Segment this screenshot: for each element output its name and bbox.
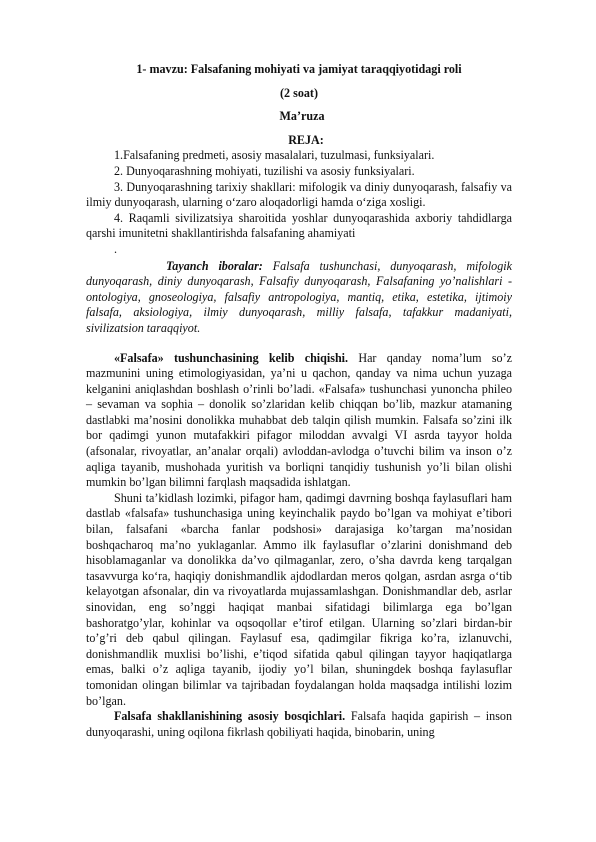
section1-paragraph xyxy=(86,351,512,491)
plan-item: 2. Dunyoqarashning mohiyati, tuzilishi va asosiy funksiyalari. xyxy=(114,163,415,178)
keywords-paragraph xyxy=(86,259,512,337)
plan-item: 3. Dunyoqarashning tarixiy shakllari: mifologik va diniy dunyoqarash, falsafiy va ilmiy dunyoqarash, ularning o‘zaro aloqadorligi hamda o‘ziga xosligi. xyxy=(86,179,512,210)
keywords-text: Falsafa tushunchasi, dunyoqarash, mifologik dunyoqarash, diniy dunyoqarash, Falsafiy dunyoqarash, Falsafaning yo’nalishlari - ontologiya, gnoseologiya, falsafiy antropologiya, mantiq, etika, estetika, ijtimoiy falsafa, aksiologiya, ilmiy dunyoqarash, milliy falsafa, tafakkur madaniyati, sivilizatsion taraqqiyot. xyxy=(86,258,513,335)
plan-heading: REJA: xyxy=(288,132,324,147)
keywords-label: Tayanch iboralar: xyxy=(166,258,263,273)
lecture-label: Ma’ruza xyxy=(279,109,325,124)
paragraph-2: Shuni ta’kidlash lozimki, pifagor ham, qadimgi davrning boshqa faylasuflari ham dastlab «falsafa» tushunchasiga uning keyinchalik paydo bo’lgan va mohiyat e’tibori bilan, falsafani «barcha fanlar podshosi» darajasiga ko’targan ma’nosidan boshqacharoq ma’no yuklaganlar. Ammo ilk faylasuflar o’zlarini donishmand deb hisoblamaganlar va donolikka da’vo qilmaganlar, zero, o’sha davrda keng tarqalgan tasavvurga ko‘ra, haqiqiy donishmandlik ajdodlardan meros qolgan, asrdan asrga o‘tib kelayotgan afsonalar, din va rivoyatlarda mujassamlashgan. Donishmandlar deb, asrlar sinovidan, eng so’nggi haqiqat manbai sifatidagi bilimlarga ega bo’lgan bashoratgo’ylar, kohinlar va oqsoqollar e’tirof etilgan. Ularning so’zlari birdan-bir to’g’ri deb qabul qilingan. Faylasuf esa, qadimgilar fikriga ko’ra, izlanuvchi, donishmandlik muxlisi bo’lishi, e’tiqod sifatida qabul qilingan tayyor haqiqatlarga emas, balki o’z aqliga tayanib, ijodiy yo’l bilan, shuningdek boshqa faylasuflar tomonidan olingan bilimlar va tajribadan foydalangan holda maqsadga intilishi lozim bo’lgan. xyxy=(86,490,512,708)
section1-heading: «Falsafa» tushunchasining kelib chiqishi. xyxy=(114,350,349,365)
plan-list xyxy=(86,148,512,257)
plan-item: 4. Raqamli sivilizatsiya sharoitida yoshlar dunyoqarashida axboriy tahdidlarga qarshi imunitetni shakllantirishda falsafaning ahamiyati xyxy=(86,210,512,241)
plan-item: 1.Falsafaning predmeti, asosiy masalalari, tuzulmasi, funksiyalari. xyxy=(114,148,435,163)
section2-paragraph xyxy=(86,709,512,740)
lecture-hours: (2 soat) xyxy=(280,85,318,100)
lecture-title: 1- mavzu: Falsafaning mohiyati va jamiyat taraqqiyotidagi roli xyxy=(136,62,462,76)
spacer xyxy=(86,337,512,351)
section1-text: Har qanday noma’lum so’z mazmunini uning etimologiyasidan, ya’ni u qachon, qanday va nima uchun yuzaga kelganini aniqlashdan boshlash o’rinli bo’ladi. «Falsafa» tushunchasi yunoncha phileo – sevaman va sophia – donolik so’zlaridan kelib chiqqan bo’lib, mazkur atamaning dastlabki ma’nosini donolikka muhabbat deb talqin qilish mumkin. Falsafa so’zini ilk bor qadimgi yunon mutafakkiri pifagor miloddan avvalgi VI asrda tayyor holda (afsonalar, rivoyatlar, an’analar orqali) avloddan-avlodga o’tuvchi bilim va inson o’z aqliga tayanib, mushohada yuritish va borliqni tanqidiy tushunish yo’li bilan olishi mumkin bo’lgan bilimni farqlash maqsadida ishlatgan. xyxy=(86,350,512,490)
plan-dot: . xyxy=(114,241,118,256)
section2-heading: Falsafa shakllanishining asosiy bosqichlari. xyxy=(114,709,346,724)
section2-text: Falsafa haqida gapirish – inson dunyoqarashi, uning oqilona fikrlash qobiliyati haqida, binobarin, uning xyxy=(86,709,512,739)
